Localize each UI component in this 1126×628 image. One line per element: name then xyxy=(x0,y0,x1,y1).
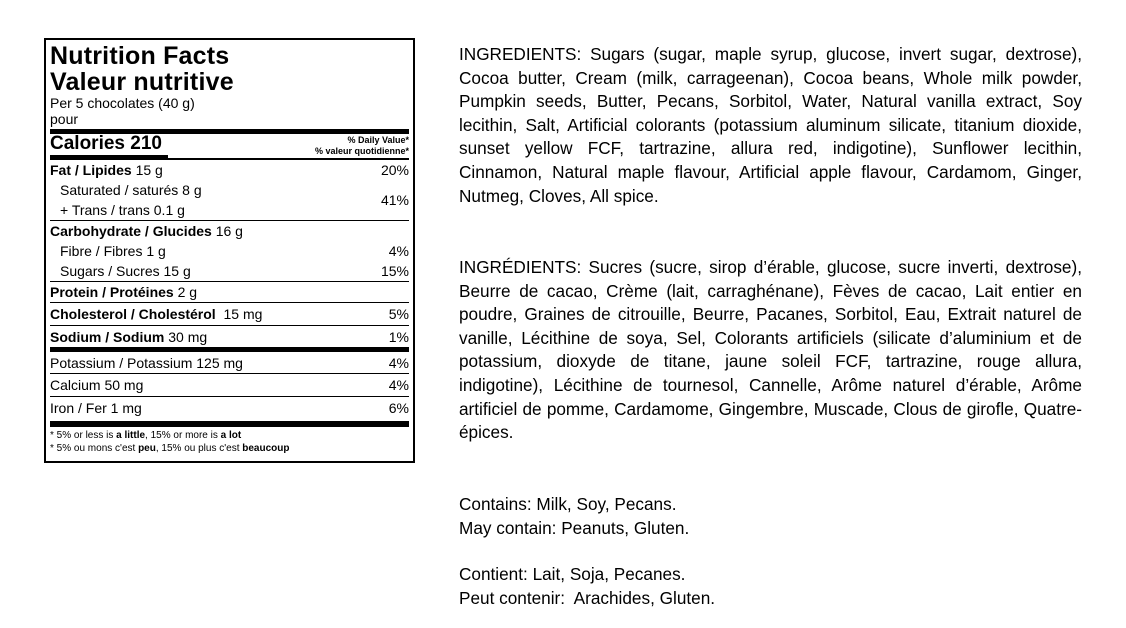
serving-size-fr: pour xyxy=(50,111,79,127)
nutrition-title-en: Nutrition Facts xyxy=(50,42,230,70)
nutrition-facts-table xyxy=(44,38,415,463)
may-contain-fr: Peut contenir: Arachides, Gluten. xyxy=(459,587,716,608)
footnote-text: , 15% ou plus c'est xyxy=(155,443,243,454)
fibre-label: Fibre / Fibres 1 g xyxy=(60,243,166,259)
fibre-pct: 4% xyxy=(388,243,409,259)
ingredients-fr: INGRÉDIENTS: Sucres (sucre, sirop d’érable, glucose, sucre inverti, dextrose), Beurre de cacao, Crème (lait, carraghénane), Fèves de cacao, Lait entier en poudre, Graines de citrouille, Beurre, Pacanes, Sorbitol, Eau, Extrait naturel de vanille, Lécithine de soya, Sel, Colorants artificiels (silicate d’aluminium et de potassium, dioxyde de titane, jaune soleil FCF, tartrazine, rouge allura, indigotine), Lécithine de tournesol, Cannelle, Arôme naturel d’érable, Arôme artificiel de pomme, Cardamome, Gingembre, Muscade, Clous de girofle, Quatre-épices. xyxy=(459,257,1082,443)
sodium-pct: 1% xyxy=(388,328,409,345)
calories: Calories 210 xyxy=(50,133,168,158)
carb-row xyxy=(50,221,409,241)
ingredients-en: INGREDIENTS: Sugars (sugar, maple syrup, glucose, invert sugar, dextrose), Cocoa butter, Cream (milk, carrageenan), Cocoa beans, Whole milk powder, Pumpkin seeds, Butter, Pecans, Sorbitol, Water, Natural vanilla extract, Soy lecithin, Salt, Artificial colorants (potassium aluminum silicate, titanium dioxide, sunset yellow FCF, tartrazine, allura red, indigotine), Sunflower lecithin, Cinnamon, Natural maple flavour, Artificial apple flavour, Cardamom, Ginger, Nutmeg, Cloves, All spice. xyxy=(459,44,1082,206)
sodium-row xyxy=(50,326,409,347)
potassium-row xyxy=(50,352,409,373)
fat-amount: 15 g xyxy=(135,162,163,178)
footnote-en xyxy=(50,429,409,442)
sugars-row xyxy=(50,261,409,281)
trans-label: + Trans / trans 0.1 g xyxy=(60,202,185,218)
allergens-fr xyxy=(459,563,1082,610)
trans-row xyxy=(50,200,202,220)
sugars-pct: 15% xyxy=(380,263,409,279)
iron-row xyxy=(50,397,409,419)
fat-group xyxy=(50,160,409,220)
footnote-emphasis: peu xyxy=(138,443,156,454)
footnote-text: , 15% or more is xyxy=(145,430,221,441)
fat-pct: 20% xyxy=(380,162,409,178)
sodium-amount: 30 mg xyxy=(168,328,208,345)
saturated-row xyxy=(50,180,202,200)
footnote-emphasis: a little xyxy=(116,430,146,441)
iron-label: Iron / Fer 1 mg xyxy=(50,400,142,416)
contains-fr: Contient: Lait, Soja, Pecanes. xyxy=(459,564,686,584)
carb-amount: 16 g xyxy=(215,223,243,239)
footnote-text: * 5% or less is xyxy=(50,430,117,441)
serving-size: Per 5 chocolates (40 g) xyxy=(50,95,195,111)
potassium-pct: 4% xyxy=(388,354,409,371)
calcium-row xyxy=(50,374,409,396)
calcium-label: Calcium 50 mg xyxy=(50,377,144,393)
iron-pct: 6% xyxy=(388,400,409,416)
calcium-pct: 4% xyxy=(388,377,409,393)
sat-trans-pct: 41% xyxy=(380,192,409,208)
saturated-label: Saturated / saturés 8 g xyxy=(60,182,202,198)
cholesterol-pct: 5% xyxy=(388,306,409,322)
allergens-en xyxy=(459,493,1082,540)
daily-value-header-fr: % valeur quotidienne* xyxy=(314,146,409,156)
potassium-label: Potassium / Potassium 125 mg xyxy=(50,354,243,371)
footnote-emphasis: beaucoup xyxy=(242,443,290,454)
daily-value-header xyxy=(315,135,409,158)
cholesterol-label: Cholesterol / Cholestérol xyxy=(50,306,216,322)
protein-row xyxy=(50,282,409,302)
may-contain-en: May contain: Peanuts, Gluten. xyxy=(459,517,690,538)
protein-amount: 2 g xyxy=(177,284,198,300)
carb-label: Carbohydrate / Glucides xyxy=(50,223,212,239)
footnote-text: * 5% ou mons c'est xyxy=(50,443,139,454)
protein-label: Protein / Protéines xyxy=(50,284,174,300)
fibre-row xyxy=(50,241,409,261)
contains-en: Contains: Milk, Soy, Pecans. xyxy=(459,494,677,514)
footnote xyxy=(50,427,409,455)
footnote-fr xyxy=(50,442,409,455)
cholesterol-row xyxy=(50,303,409,325)
daily-value-header-en: % Daily Value* xyxy=(347,135,409,145)
cholesterol-amount: 15 mg xyxy=(223,306,263,322)
nutrition-title-fr: Valeur nutritive xyxy=(50,68,234,96)
fat-row xyxy=(50,160,202,180)
fat-label: Fat / Lipides xyxy=(50,162,132,178)
sugars-label: Sugars / Sucres 15 g xyxy=(60,263,191,279)
footnote-emphasis: a lot xyxy=(220,430,242,441)
sodium-label: Sodium / Sodium xyxy=(50,328,165,345)
calories-row xyxy=(50,134,409,158)
